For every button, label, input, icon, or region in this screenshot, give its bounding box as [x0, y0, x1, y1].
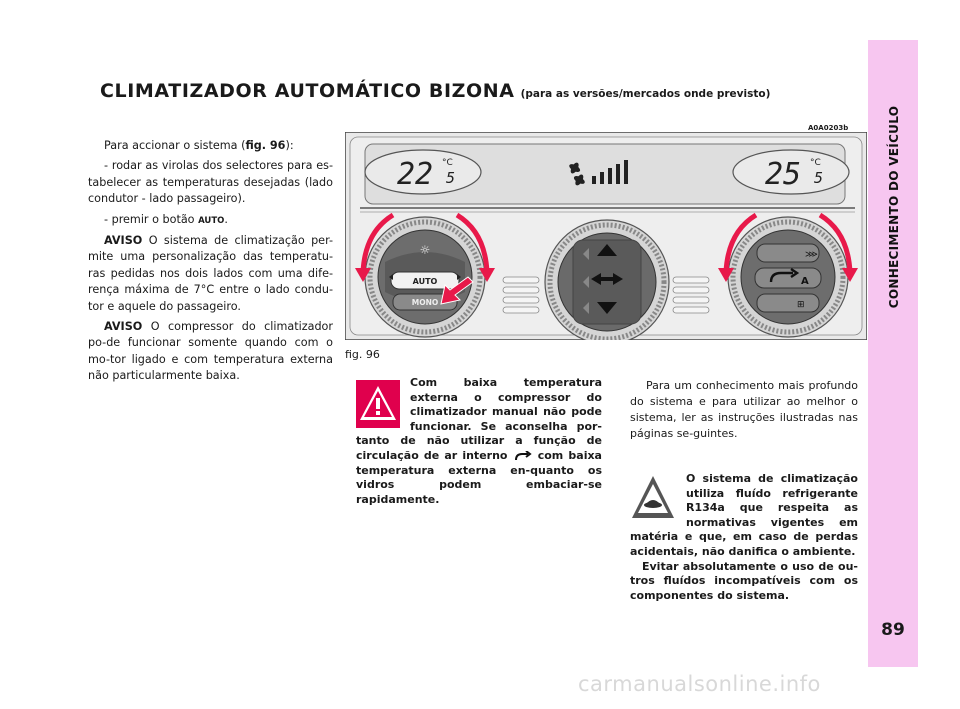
svg-text:22: 22: [397, 157, 434, 192]
figure-label: fig. 96: [345, 348, 380, 361]
svg-text:A: A: [801, 276, 809, 287]
recirculation-button[interactable]: [755, 268, 821, 288]
watermark: carmanualsonline.info: [578, 672, 821, 696]
environment-triangle-icon: [630, 474, 676, 522]
left-temp-knob[interactable]: [365, 217, 485, 337]
figure-code: A0A0203b: [808, 124, 849, 132]
right-temp-knob[interactable]: [728, 217, 848, 337]
section-title: CONHECIMENTO DO VEÍCULO: [887, 105, 901, 309]
rear-defrost-button[interactable]: [757, 294, 819, 312]
eco-text-2: Evitar absolutamente o uso de ou-tros fluídos incompatíveis com os componentes do sistema.: [630, 559, 858, 602]
sun-icon: ☼: [419, 243, 431, 257]
svg-text:°C: °C: [810, 158, 821, 168]
svg-text:25: 25: [765, 157, 802, 192]
left-column: [88, 138, 333, 389]
step-2: - premir o botão AUTO.: [104, 212, 228, 226]
defrost-icon: ⋙: [805, 250, 818, 260]
warning-box: Com baixa temperatura externa o compressor do climatizador manual não pode funcionar. Se aconselha por-tanto de não utilizar a função de circulação de ar interno com baixa temperatura externa en-quanto os vidros podem embaciar-se rapidamente.: [356, 376, 602, 506]
eco-text-1: O sistema de climatização utiliza fluído refrigerante R134a que respeita as normativas vigentes em matéria e que, em caso de perdas acidentais, não danifica o ambiente.: [630, 472, 858, 558]
info-paragraph: Para um conhecimento mais profundo do sistema e para utilizar ao melhor o sistema, ler as instruções ilustradas nas páginas se-guintes.: [630, 379, 858, 440]
title-subtitle: (para as versões/mercados onde previsto): [520, 88, 771, 100]
auto-btn-ref: AUTO: [198, 215, 225, 226]
aviso-2: AVISO O compressor do climatizador po-de funcionar somente quando com o mo-tor ligado e com temperatura externa não particularmente baixa.: [88, 320, 333, 383]
intro-paragraph: Para accionar o sistema (fig. 96):: [104, 139, 294, 152]
svg-text:AUTO: AUTO: [412, 277, 438, 286]
svg-text:MONO: MONO: [411, 298, 439, 307]
page-number: 89: [881, 620, 905, 640]
right-temp-display: [733, 150, 849, 194]
left-temp-display: [365, 150, 481, 194]
title-main: CLIMATIZADOR AUTOMÁTICO BIZONA: [100, 80, 515, 102]
aviso-label: AVISO: [104, 320, 143, 334]
fig-ref: fig. 96: [245, 139, 286, 152]
step-1: - rodar as virolas dos selectores para es-tabelecer as temperaturas desejadas (lado condutor - lado passageiro).: [88, 159, 333, 206]
aviso-label: AVISO: [104, 234, 143, 248]
climate-panel-figure: [345, 132, 867, 340]
center-distribution-knob[interactable]: [545, 220, 669, 340]
warning-triangle-icon: [356, 380, 400, 428]
environment-note: [630, 472, 858, 603]
svg-text:°C: °C: [442, 158, 453, 168]
aviso-1: AVISO O sistema de climatização per-mite uma personalização das temperatu-ras pedidas nos dois lados com uma dife-rença máxima de 7°C entre o lado condu-tor e aquele do passageiro.: [88, 234, 333, 313]
recirculation-icon: [513, 451, 533, 461]
page-title: [100, 80, 770, 102]
svg-text:5: 5: [446, 169, 456, 187]
svg-text:5: 5: [814, 169, 824, 187]
rear-defrost-icon: ⊞: [797, 300, 805, 310]
